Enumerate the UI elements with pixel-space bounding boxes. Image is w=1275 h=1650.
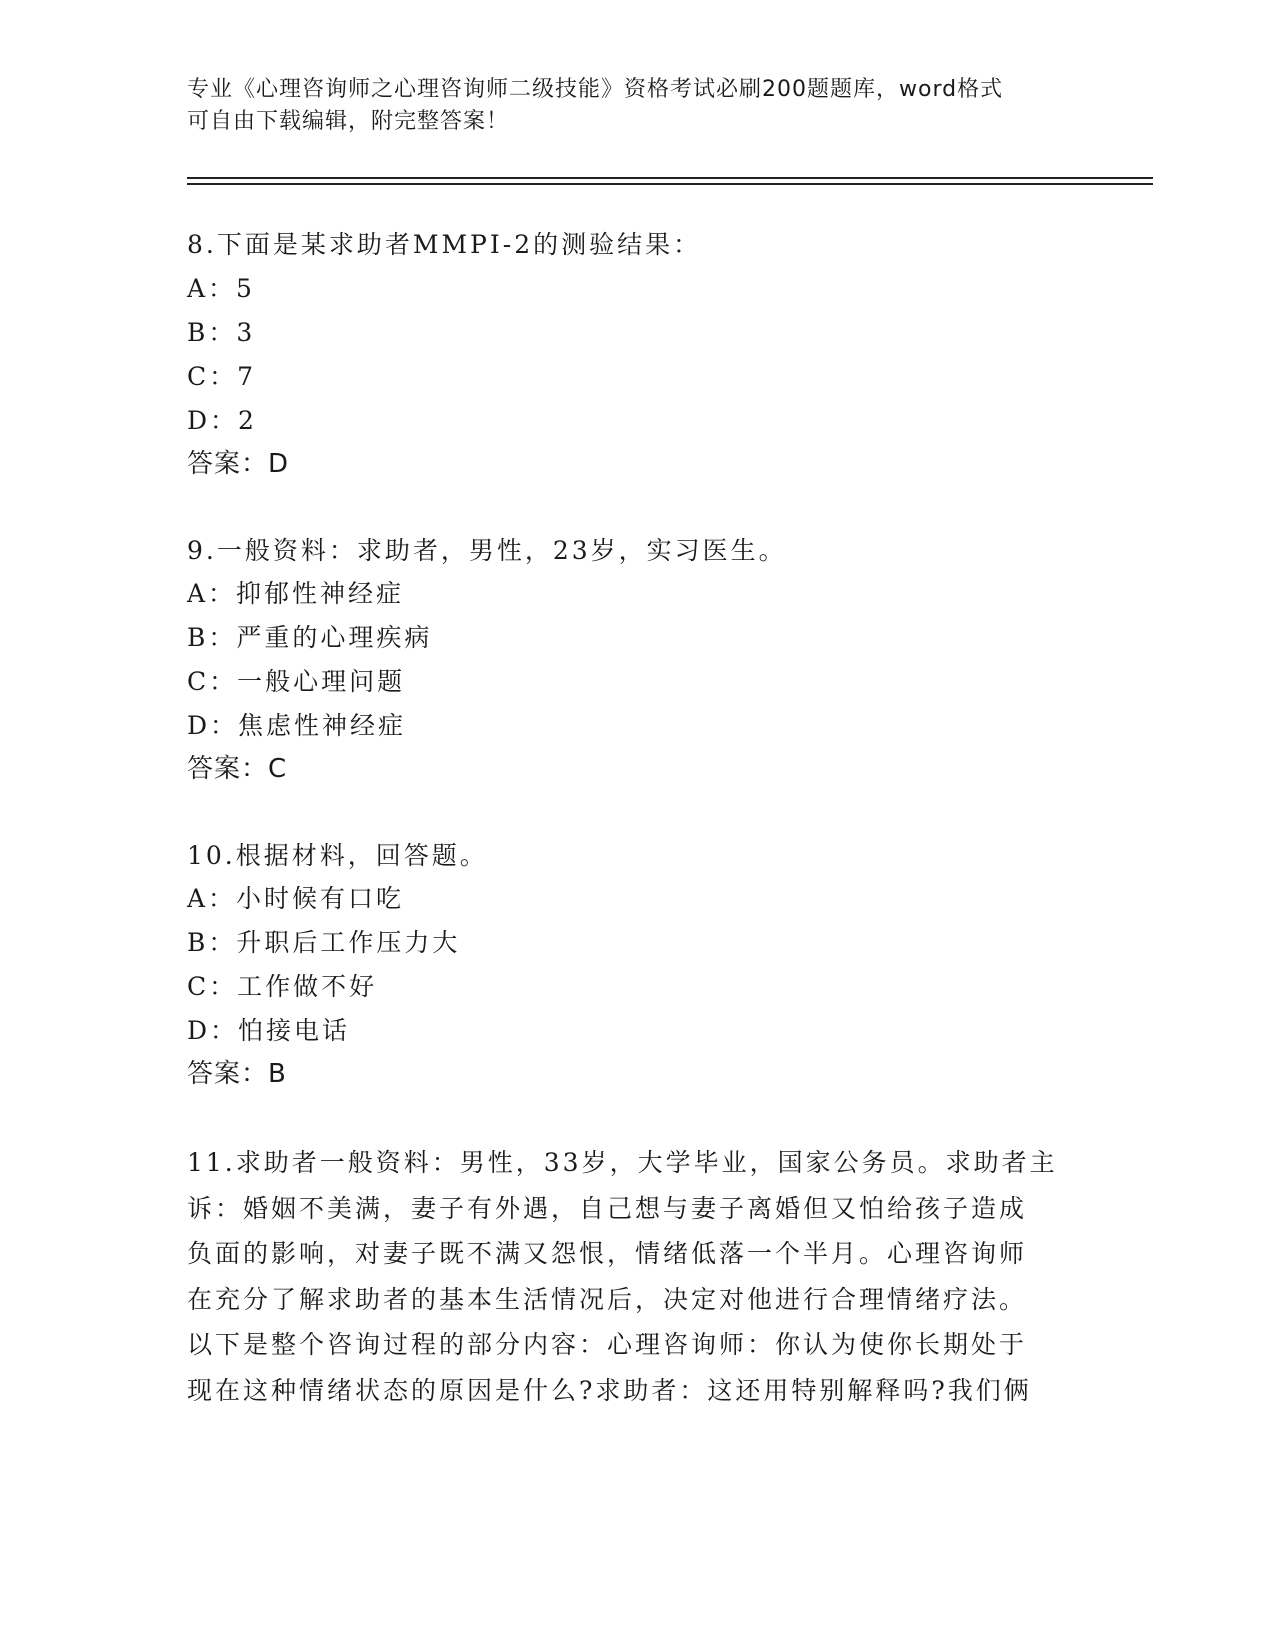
question-9-answer: 答案：C <box>187 754 288 784</box>
question-8-stem: 8.下面是某求助者MMPI-2的测验结果： <box>187 230 702 259</box>
question-10-option-b: B：升职后工作压力大 <box>187 928 461 957</box>
header-rule-top <box>187 177 1153 179</box>
question-9-stem: 9.一般资料：求助者，男性，23岁，实习医生。 <box>187 536 787 565</box>
question-9-option-a: A：抑郁性神经症 <box>187 579 405 608</box>
header-rule-bottom <box>187 183 1153 185</box>
question-10-stem: 10.根据材料，回答题。 <box>187 841 488 870</box>
question-11-line: 负面的影响，对妻子既不满又怨恨，情绪低落一个半月。心理咨询师 <box>187 1239 1028 1268</box>
question-10-option-d: D：怕接电话 <box>187 1016 351 1045</box>
question-11-line: 现在这种情绪状态的原因是什么?求助者：这还用特别解释吗?我们俩 <box>187 1375 1032 1405</box>
question-8-option-b: B：3 <box>187 318 256 347</box>
document-header <box>187 74 1067 138</box>
question-9-option-c: C：一般心理问题 <box>187 667 406 696</box>
header-line-1: 专业《心理咨询师之心理咨询师二级技能》资格考试必刷200题题库，word格式 <box>187 77 1004 102</box>
question-10-answer: 答案：B <box>187 1059 287 1089</box>
header-line-2: 可自由下载编辑，附完整答案！ <box>187 109 510 134</box>
question-11-line: 诉：婚姻不美满，妻子有外遇，自己想与妻子离婚但又怕给孩子造成 <box>187 1193 1028 1223</box>
question-8-option-c: C：7 <box>187 362 257 391</box>
question-11-line: 11.求助者一般资料：男性，33岁，大学毕业，国家公务员。求助者主 <box>187 1148 1058 1177</box>
question-8-option-a: A：5 <box>187 274 255 303</box>
question-9-option-d: D：焦虑性神经症 <box>187 711 407 740</box>
question-8-answer: 答案：D <box>187 449 290 479</box>
question-11-line: 在充分了解求助者的基本生活情况后，决定对他进行合理情绪疗法。 <box>187 1284 1028 1314</box>
question-9-option-b: B：严重的心理疾病 <box>187 623 433 652</box>
question-11-paragraph <box>187 1140 1067 1413</box>
question-10-option-a: A：小时候有口吃 <box>187 884 405 913</box>
question-11-line: 以下是整个咨询过程的部分内容：心理咨询师：你认为使你长期处于 <box>187 1330 1028 1359</box>
question-8-option-d: D：2 <box>187 406 257 435</box>
question-10-option-c: C：工作做不好 <box>187 972 378 1001</box>
